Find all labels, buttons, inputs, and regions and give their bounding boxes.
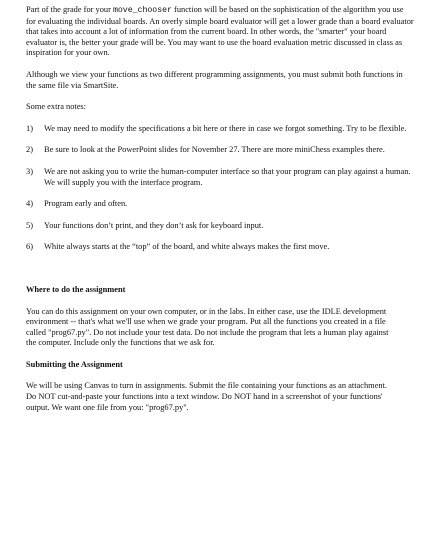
note-text: Your functions don’t print, and they don’t ask for keyboard input. [44,220,264,230]
note-item [26,145,418,156]
section-heading-where: Where to do the assignment [26,284,126,294]
note-item [26,124,418,135]
note-number: 4) [26,199,33,209]
where-paragraph: You can do this assignment on your own computer, or in the labs. In either case, use the IDLE development environment -- that's what we'll use when we grade your program. Put all the functions you created in a file called "prog67.py". Do not include your test data. Do not include the program that lets a human play against the computer. Include only the functions that we ask for. [26,306,389,348]
intro-paragraph-submission: Although we view your functions as two different programming assignments, you must submit both functions in the same file via SmartSite. [26,69,403,90]
function-name-code: move_chooser [112,6,172,15]
note-number: 2) [26,145,33,155]
intro-text-rest: function will be based on the sophistication of the algorithm you use for evaluating the individual boards. An overly simple board evaluator will get a lower grade than a board evaluator that takes into account a lot of information from the current board. In other words, the "smarter" your board evaluator is, the better your grade will be. You may want to use the board evaluation metric discussed in class as inspiration for your own. [26,5,414,58]
note-item [26,221,418,232]
note-item [26,167,418,188]
note-number: 5) [26,220,33,230]
note-item [26,242,418,253]
note-text: Be sure to look at the PowerPoint slides for November 27. There are more miniChess examples there. [44,145,385,155]
note-text: We may need to modify the specifications a bit here or there in case we forgot something. Try to be flexible. [44,123,407,133]
note-number: 1) [26,123,33,133]
note-number: 3) [26,166,33,176]
submit-paragraph: We will be using Canvas to turn in assignments. Submit the file containing your functions as an attachment. Do NOT cut-and-paste your functions into a text window. Do NOT hand in a screenshot of your functions' output. We want one file from you: "prog67.py". [26,381,388,412]
note-text: We are not asking you to write the human-computer interface so that your program can play against a human. We will supply you with the interface program. [44,166,411,187]
section-heading-submitting: Submitting the Assignment [26,359,123,369]
note-text: Program early and often. [44,199,128,209]
intro-paragraph-grading [26,5,414,59]
note-text: White always starts at the “top” of the board, and white always makes the first move. [44,242,330,252]
intro-text-start: Part of the grade for your [26,5,113,14]
document-page [26,5,418,413]
extra-notes-label: Some extra notes: [26,102,87,112]
note-item [26,199,418,210]
note-number: 6) [26,242,33,252]
